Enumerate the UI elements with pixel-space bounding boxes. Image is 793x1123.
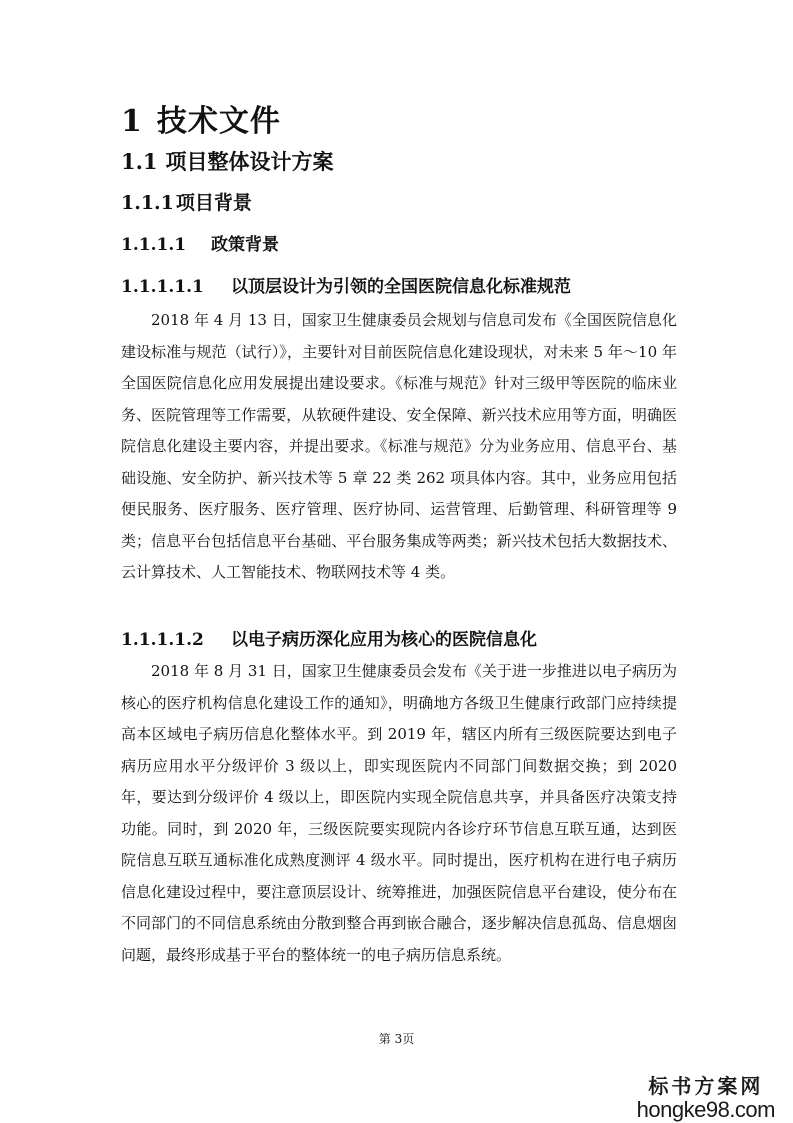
heading-level-2 <box>121 146 334 176</box>
heading-number: 1.1.1.1.2 <box>121 630 204 650</box>
heading-number: 1.1 <box>121 149 158 174</box>
watermark-url: hongke98.com <box>636 1097 775 1122</box>
heading-title: 项目整体设计方案 <box>165 149 334 174</box>
watermark-title: 标书方案网 <box>648 1074 764 1098</box>
body-paragraph: 2018 年 4 月 13 日，国家卫生健康委员会规划与信息司发布《全国医院信息化建设标准与规范（试行）》，主要针对目前医院信息化建设现状，对未来 5 年～10 年全国医院信息化应用发展提出建设要求。《标准与规范》针对三级甲等医院的临床业务、医院管理等工作需要，从软硬件建设、安全保障、新兴技术应用等方面，明确医院信息化建设主要内容，并提出要求。《标准与规范》分为业务应用、信息平台、基础设施、安全防护、新兴技术等 5 章 22 类 262 项具体内容。其中，业务应用包括便民服务、医疗服务、医疗管理、医疗协同、运营管理、后勤管理、科研管理等 9 类；信息平台包括信息平台基础、平台服务集成等两类；新兴技术包括大数据技术、云计算技术、人工智能技术、物联网技术等 4 类。 <box>121 311 677 581</box>
heading-number: 1.1.1 <box>121 192 174 214</box>
heading-number: 1.1.1.1.1 <box>121 277 204 297</box>
watermark <box>637 1070 775 1123</box>
heading-level-1 <box>121 96 281 140</box>
heading-level-4 <box>121 230 279 255</box>
heading-number: 1.1.1.1 <box>121 235 187 255</box>
heading-title: 项目背景 <box>175 192 252 214</box>
heading-level-3 <box>121 188 252 215</box>
heading-title: 以顶层设计为引领的全国医院信息化标准规范 <box>231 277 571 297</box>
heading-title: 政策背景 <box>211 235 279 255</box>
heading-title: 以电子病历深化应用为核心的医院信息化 <box>231 630 537 650</box>
heading-title: 技术文件 <box>156 104 281 139</box>
body-paragraph: 2018 年 8 月 31 日，国家卫生健康委员会发布《关于进一步推进以电子病历为核心的医疗机构信息化建设工作的通知》，明确地方各级卫生健康行政部门应持续提高本区域电子病历信息化整体水平。到 2019 年，辖区内所有三级医院要达到电子病历应用水平分级评价 3 级以上，即实现医院内不同部门间数据交换；到 2020 年，要达到分级评价 4 级以上，即医院内实现全院信息共享，并具备医疗决策支持功能。同时，到 2020 年，三级医院要实现院内各诊疗环节信息互联互通，达到医院信息互联互通标准化成熟度测评 4 级水平。同时提出，医疗机构在进行电子病历信息化建设过程中，要注意顶层设计、统筹推进，加强医院信息平台建设，使分布在不同部门的不同信息系统由分散到整合再到嵌合融合，逐步解决信息孤岛、信息烟囱问题，最终形成基于平台的整体统一的电子病历信息系统。 <box>121 662 677 964</box>
heading-level-5 <box>121 625 537 650</box>
page-number: 第 3页 <box>378 1032 415 1046</box>
heading-number: 1 <box>121 104 143 139</box>
heading-level-5 <box>121 272 571 297</box>
